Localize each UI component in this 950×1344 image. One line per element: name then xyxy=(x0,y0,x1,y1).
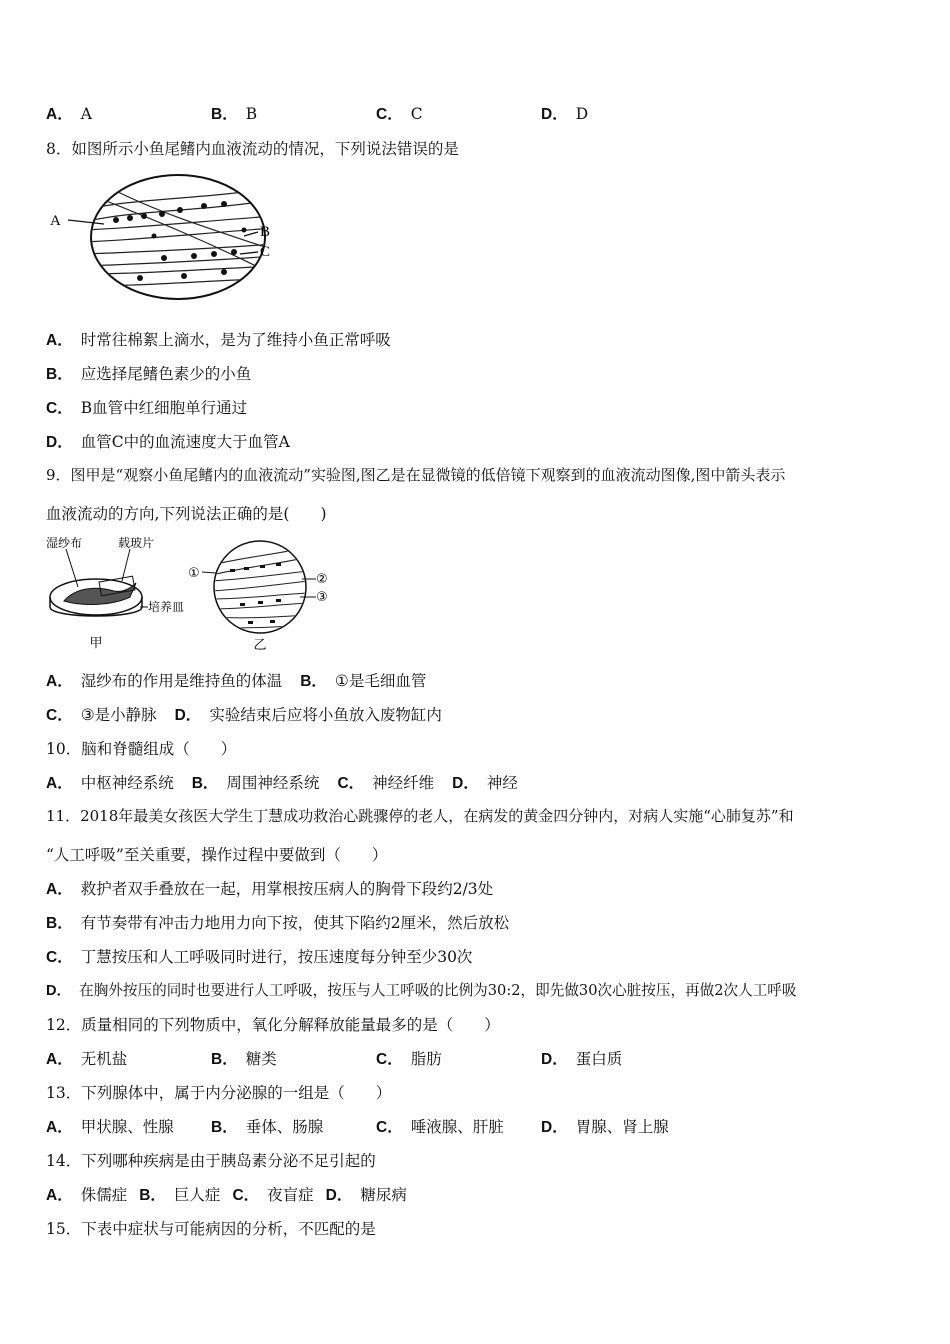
fig9-label-1: ① xyxy=(188,566,200,581)
q12-option-c: C． 脂肪 xyxy=(376,1050,442,1068)
fig8-label-c: C xyxy=(260,244,271,260)
q11-option-d: D． 在胸外按压的同时也要进行人工呼吸，按压与人工呼吸的比例为30:2，即先做30次心脏按压，再做2次人工呼吸 xyxy=(46,982,797,999)
q9-stem-line2: 血液流动的方向,下列说法正确的是( ) xyxy=(46,505,327,523)
q14-stem: 14．下列哪种疾病是由于胰岛素分泌不足引起的 xyxy=(46,1152,376,1170)
fish-experiment-diagram xyxy=(44,535,344,660)
q14-option-c: C． 夜盲症 xyxy=(232,1186,314,1204)
fig9-label-2: ② xyxy=(316,572,328,587)
q10-options xyxy=(46,771,518,793)
q8-option-d: D． 血管C中的血流速度大于血管A xyxy=(46,433,290,451)
q12-stem: 12．质量相同的下列物质中，氧化分解释放能量最多的是（ ） xyxy=(46,1016,500,1034)
q13-option-d: D． 胃腺、肾上腺 xyxy=(541,1118,669,1136)
q7-option-c: C． C xyxy=(376,105,423,123)
q14-option-d: D． 糖尿病 xyxy=(325,1186,407,1204)
q7-option-b: B． B xyxy=(211,105,258,123)
q11-option-a: A． 救护者双手叠放在一起，用掌根按压病人的胸骨下段约2/3处 xyxy=(46,880,494,898)
fig9-label-wet-gauze: 湿纱布 xyxy=(46,536,83,550)
fish-tail-blood-flow-diagram xyxy=(44,170,284,305)
q11-stem-line1: 11．2018年最美女孩医大学生丁慧成功救治心跳骤停的老人，在病发的黄金四分钟内，对病人实施“心肺复苏”和 xyxy=(46,807,794,825)
q8-figure xyxy=(44,170,284,305)
q14-option-b: B． 巨人症 xyxy=(139,1186,221,1204)
q12-option-a: A． 无机盐 xyxy=(46,1050,128,1068)
fig9-label-slide: 载玻片 xyxy=(118,536,155,550)
q7-options xyxy=(46,102,588,124)
q10-option-d: D． 神经 xyxy=(452,774,518,792)
q9-option-d: D． 实验结束后应将小鱼放入废物缸内 xyxy=(174,706,442,724)
fig8-label-a: A xyxy=(50,213,61,229)
q12-option-d: D． 蛋白质 xyxy=(541,1050,623,1068)
fig9-caption-jia: 甲 xyxy=(89,636,103,651)
q8-option-b: B． 应选择尾鳍色素少的小鱼 xyxy=(46,365,252,383)
q11-option-c: C． 丁慧按压和人工呼吸同时进行，按压速度每分钟至少30次 xyxy=(46,948,473,966)
q13-option-c: C． 唾液腺、肝脏 xyxy=(376,1118,504,1136)
q9-option-a: A． 湿纱布的作用是维持鱼的体温 xyxy=(46,672,283,690)
q15-stem: 15．下表中症状与可能病因的分析，不匹配的是 xyxy=(46,1220,376,1238)
q7-option-d: D． D xyxy=(541,105,589,123)
q9-options-row2 xyxy=(46,703,442,725)
q12-options xyxy=(46,1047,622,1069)
q11-option-b: B． 有节奏带有冲击力地用力向下按，使其下陷约2厘米，然后放松 xyxy=(46,914,510,932)
fig9-label-petri-dish: 培养皿 xyxy=(148,600,185,614)
q10-stem: 10．脑和脊髓组成（ ） xyxy=(46,740,237,758)
q7-option-a: A． A xyxy=(46,105,92,123)
q10-option-a: A． 中枢神经系统 xyxy=(46,774,174,792)
q9-option-b: B． ①是毛细血管 xyxy=(300,672,427,690)
fig9-caption-yi: 乙 xyxy=(253,638,267,653)
q10-option-b: B． 周围神经系统 xyxy=(191,774,320,792)
q14-options xyxy=(46,1183,407,1205)
q8-option-c: C． B血管中红细胞单行通过 xyxy=(46,399,248,417)
q10-option-c: C． 神经纤维 xyxy=(337,774,435,792)
q13-stem: 13．下列腺体中，属于内分泌腺的一组是（ ） xyxy=(46,1084,392,1102)
q13-option-a: A． 甲状腺、性腺 xyxy=(46,1118,174,1136)
q8-option-a: A． 时常往棉絮上滴水，是为了维持小鱼正常呼吸 xyxy=(46,331,391,349)
q9-options-row1 xyxy=(46,669,426,691)
q11-stem-line2: “人工呼吸”至关重要，操作过程中要做到（ ） xyxy=(46,846,388,864)
q9-option-c: C． ③是小静脉 xyxy=(46,706,157,724)
fig8-label-b: B xyxy=(260,224,271,240)
q9-figure xyxy=(44,535,344,660)
q8-stem: 8．如图所示小鱼尾鳍内血液流动的情况，下列说法错误的是 xyxy=(46,140,459,158)
q9-stem-line1: 9．图甲是“观察小鱼尾鳍内的血液流动”实验图,图乙是在显微镜的低倍镜下观察到的血液流动图像,图中箭头表示 xyxy=(46,466,786,484)
q13-options xyxy=(46,1115,669,1137)
q12-option-b: B． 糖类 xyxy=(211,1050,277,1068)
q13-option-b: B． 垂体、肠腺 xyxy=(211,1118,324,1136)
fig9-label-3: ③ xyxy=(316,590,328,605)
q14-option-a: A． 侏儒症 xyxy=(46,1186,128,1204)
